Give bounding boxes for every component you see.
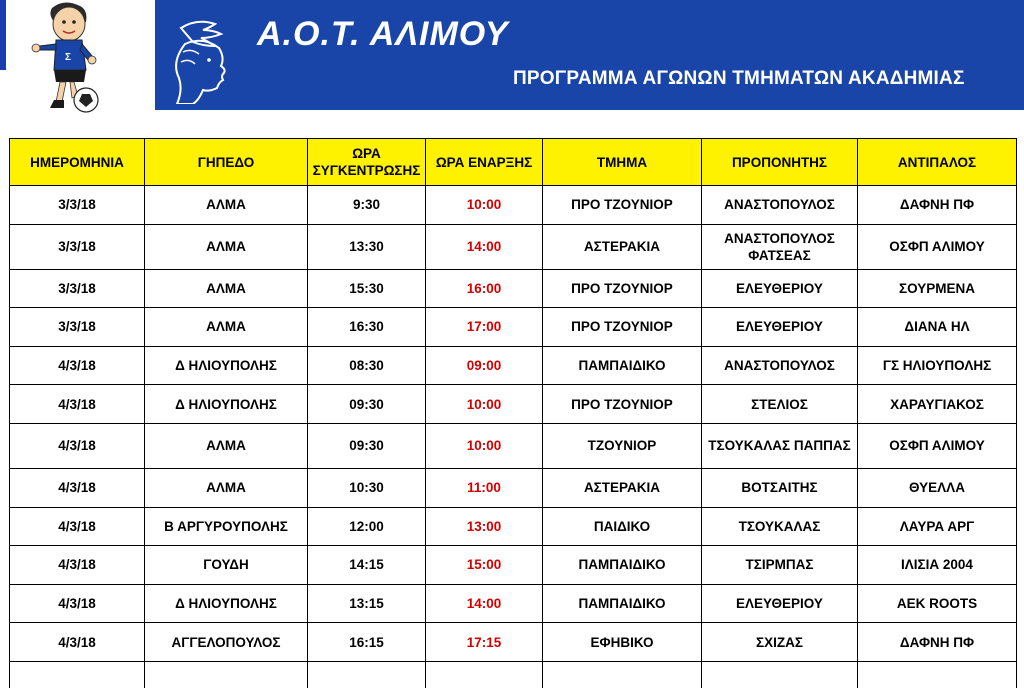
table-row xyxy=(10,224,1017,269)
cell-team: ΠΑΙΔΙΚΟ xyxy=(543,507,702,546)
cell-opponent: ΧΑΡΑΥΓΙΑΚΟΣ xyxy=(858,385,1017,424)
cell-date: 4/3/18 xyxy=(10,346,145,385)
cell-team: ΠΑΜΠΑΙΔΙΚΟ xyxy=(543,346,702,385)
table-row xyxy=(10,346,1017,385)
cell-team: ΤΖΟΥΝΙΟΡ xyxy=(543,423,702,468)
cell-start-time: 17:15 xyxy=(426,623,543,662)
cell-coach: ΑΝΑΣΤΟΠΟΥΛΟΣ xyxy=(702,186,858,225)
cell-gather-time: 09:30 xyxy=(308,423,426,468)
football-kid-mascot-icon xyxy=(14,0,124,118)
table-row xyxy=(10,584,1017,623)
column-header-gather-time: ΩΡΑ ΣΥΓΚΕΝΤΡΩΣΗΣ xyxy=(308,139,426,186)
cell-team: ΑΣΤΕΡΑΚΙΑ xyxy=(543,468,702,507)
cell-date: 4/3/18 xyxy=(10,623,145,662)
table-row xyxy=(10,385,1017,424)
table-row xyxy=(10,468,1017,507)
match-schedule-table xyxy=(9,138,1017,688)
cell-start-time: 15:00 xyxy=(426,546,543,585)
cell-date: 4/3/18 xyxy=(10,546,145,585)
cell-date: 4/3/18 xyxy=(10,584,145,623)
cell-opponent: ΣΟΥΡΜΕΝΑ xyxy=(858,269,1017,308)
table-row xyxy=(10,269,1017,308)
cell-field: ΑΛΜΑ xyxy=(145,468,308,507)
table-row xyxy=(10,186,1017,225)
cell-team: ΕΦΗΒΙΚΟ xyxy=(543,623,702,662)
cell-date: 3/3/18 xyxy=(10,186,145,225)
svg-text:Σ: Σ xyxy=(65,52,72,63)
cell-team: ΠΡΟ ΤΖΟΥΝΙΟΡ xyxy=(543,385,702,424)
cell-field: Δ ΗΛΙΟΥΠΟΛΗΣ xyxy=(145,385,308,424)
table-row xyxy=(10,546,1017,585)
cell-team: ΑΣΤΕΡΑΚΙΑ xyxy=(543,224,702,269)
cell-gather-time: 08:30 xyxy=(308,346,426,385)
empty-table-row xyxy=(10,661,1017,688)
cell-coach: ΤΣΟΥΚΑΛΑΣ xyxy=(702,507,858,546)
cell-field: ΑΓΓΕΛΟΠΟΥΛΟΣ xyxy=(145,623,308,662)
cell-opponent: ΟΣΦΠ ΑΛΙΜΟΥ xyxy=(858,224,1017,269)
cell-gather-time: 15:30 xyxy=(308,269,426,308)
cell-coach: ΕΛΕΥΘΕΡΙΟΥ xyxy=(702,584,858,623)
empty-cell xyxy=(426,661,543,688)
cell-coach: ΤΣΟΥΚΑΛΑΣ ΠΑΠΠΑΣ xyxy=(702,423,858,468)
cell-opponent: ΔΑΦΝΗ ΠΦ xyxy=(858,186,1017,225)
cell-field: Δ ΗΛΙΟΥΠΟΛΗΣ xyxy=(145,346,308,385)
cell-date: 3/3/18 xyxy=(10,269,145,308)
cell-team: ΠΡΟ ΤΖΟΥΝΙΟΡ xyxy=(543,186,702,225)
cell-team: ΠΡΟ ΤΖΟΥΝΙΟΡ xyxy=(543,269,702,308)
cell-team: ΠΡΟ ΤΖΟΥΝΙΟΡ xyxy=(543,308,702,347)
cell-start-time: 17:00 xyxy=(426,308,543,347)
empty-cell xyxy=(702,661,858,688)
cell-date: 3/3/18 xyxy=(10,224,145,269)
cell-opponent: ΙΛΙΣΙΑ 2004 xyxy=(858,546,1017,585)
header-banner xyxy=(155,0,1024,110)
cell-field: Δ ΗΛΙΟΥΠΟΛΗΣ xyxy=(145,584,308,623)
cell-gather-time: 13:30 xyxy=(308,224,426,269)
cell-coach: ΒΟΤΣΑΙΤΗΣ xyxy=(702,468,858,507)
column-header-coach: ΠΡΟΠΟΝΗΤΗΣ xyxy=(702,139,858,186)
cell-field: Β ΑΡΓΥΡΟΥΠΟΛΗΣ xyxy=(145,507,308,546)
table-row xyxy=(10,507,1017,546)
table-row xyxy=(10,623,1017,662)
cell-field: ΑΛΜΑ xyxy=(145,269,308,308)
cell-coach: ΣΤΕΛΙΟΣ xyxy=(702,385,858,424)
column-header-field: ΓΗΠΕΔΟ xyxy=(145,139,308,186)
table-header-row xyxy=(10,139,1017,186)
cell-gather-time: 16:15 xyxy=(308,623,426,662)
cell-date: 4/3/18 xyxy=(10,423,145,468)
table-row xyxy=(10,423,1017,468)
column-header-date: ΗΜΕΡΟΜΗΝΙΑ xyxy=(10,139,145,186)
cell-start-time: 10:00 xyxy=(426,385,543,424)
cell-date: 4/3/18 xyxy=(10,507,145,546)
cell-start-time: 09:00 xyxy=(426,346,543,385)
cell-gather-time: 14:15 xyxy=(308,546,426,585)
cell-coach: ΑΝΑΣΤΟΠΟΥΛΟΣ ΦΑΤΣΕΑΣ xyxy=(702,224,858,269)
table-row xyxy=(10,308,1017,347)
cell-gather-time: 13:15 xyxy=(308,584,426,623)
cell-field: ΓΟΥΔΗ xyxy=(145,546,308,585)
cell-gather-time: 09:30 xyxy=(308,385,426,424)
empty-cell xyxy=(858,661,1017,688)
cell-start-time: 14:00 xyxy=(426,224,543,269)
cell-gather-time: 9:30 xyxy=(308,186,426,225)
cell-coach: ΑΝΑΣΤΟΠΟΥΛΟΣ xyxy=(702,346,858,385)
cell-date: 4/3/18 xyxy=(10,468,145,507)
cell-coach: ΕΛΕΥΘΕΡΙΟΥ xyxy=(702,308,858,347)
cell-date: 4/3/18 xyxy=(10,385,145,424)
cell-start-time: 11:00 xyxy=(426,468,543,507)
cell-coach: ΤΣΙΡΜΠΑΣ xyxy=(702,546,858,585)
cell-start-time: 10:00 xyxy=(426,423,543,468)
cell-opponent: ΔΑΦΝΗ ΠΦ xyxy=(858,623,1017,662)
hermes-head-logo-icon xyxy=(163,18,245,104)
cell-start-time: 16:00 xyxy=(426,269,543,308)
cell-team: ΠΑΜΠΑΙΔΙΚΟ xyxy=(543,546,702,585)
cell-gather-time: 12:00 xyxy=(308,507,426,546)
cell-gather-time: 16:30 xyxy=(308,308,426,347)
cell-field: ΑΛΜΑ xyxy=(145,423,308,468)
cell-start-time: 13:00 xyxy=(426,507,543,546)
cell-gather-time: 10:30 xyxy=(308,468,426,507)
empty-cell xyxy=(145,661,308,688)
club-name: Α.Ο.Τ. ΑΛΙΜΟΥ xyxy=(257,15,509,53)
cell-opponent: ΘΥΕΛΛΑ xyxy=(858,468,1017,507)
cell-coach: ΣΧΙΖΑΣ xyxy=(702,623,858,662)
empty-cell xyxy=(10,661,145,688)
empty-cell xyxy=(308,661,426,688)
left-accent-strip xyxy=(0,0,6,70)
column-header-team: ΤΜΗΜΑ xyxy=(543,139,702,186)
cell-opponent: ΟΣΦΠ ΑΛΙΜΟΥ xyxy=(858,423,1017,468)
cell-start-time: 14:00 xyxy=(426,584,543,623)
schedule-subtitle: ΠΡΟΓΡΑΜΜΑ ΑΓΩΝΩΝ ΤΜΗΜΑΤΩΝ ΑΚΑΔΗΜΙΑΣ xyxy=(513,68,965,89)
cell-start-time: 10:00 xyxy=(426,186,543,225)
cell-coach: ΕΛΕΥΘΕΡΙΟΥ xyxy=(702,269,858,308)
column-header-start-time: ΩΡΑ ΕΝΑΡΞΗΣ xyxy=(426,139,543,186)
cell-field: ΑΛΜΑ xyxy=(145,224,308,269)
empty-cell xyxy=(543,661,702,688)
cell-opponent: ΓΣ ΗΛΙΟΥΠΟΛΗΣ xyxy=(858,346,1017,385)
cell-date: 3/3/18 xyxy=(10,308,145,347)
cell-opponent: ΔΙΑΝΑ ΗΛ xyxy=(858,308,1017,347)
column-header-opponent: ΑΝΤΙΠΑΛΟΣ xyxy=(858,139,1017,186)
cell-opponent: ΛΑΥΡΑ ΑΡΓ xyxy=(858,507,1017,546)
cell-opponent: AEK ROOTS xyxy=(858,584,1017,623)
cell-field: ΑΛΜΑ xyxy=(145,308,308,347)
cell-field: ΑΛΜΑ xyxy=(145,186,308,225)
cell-team: ΠΑΜΠΑΙΔΙΚΟ xyxy=(543,584,702,623)
